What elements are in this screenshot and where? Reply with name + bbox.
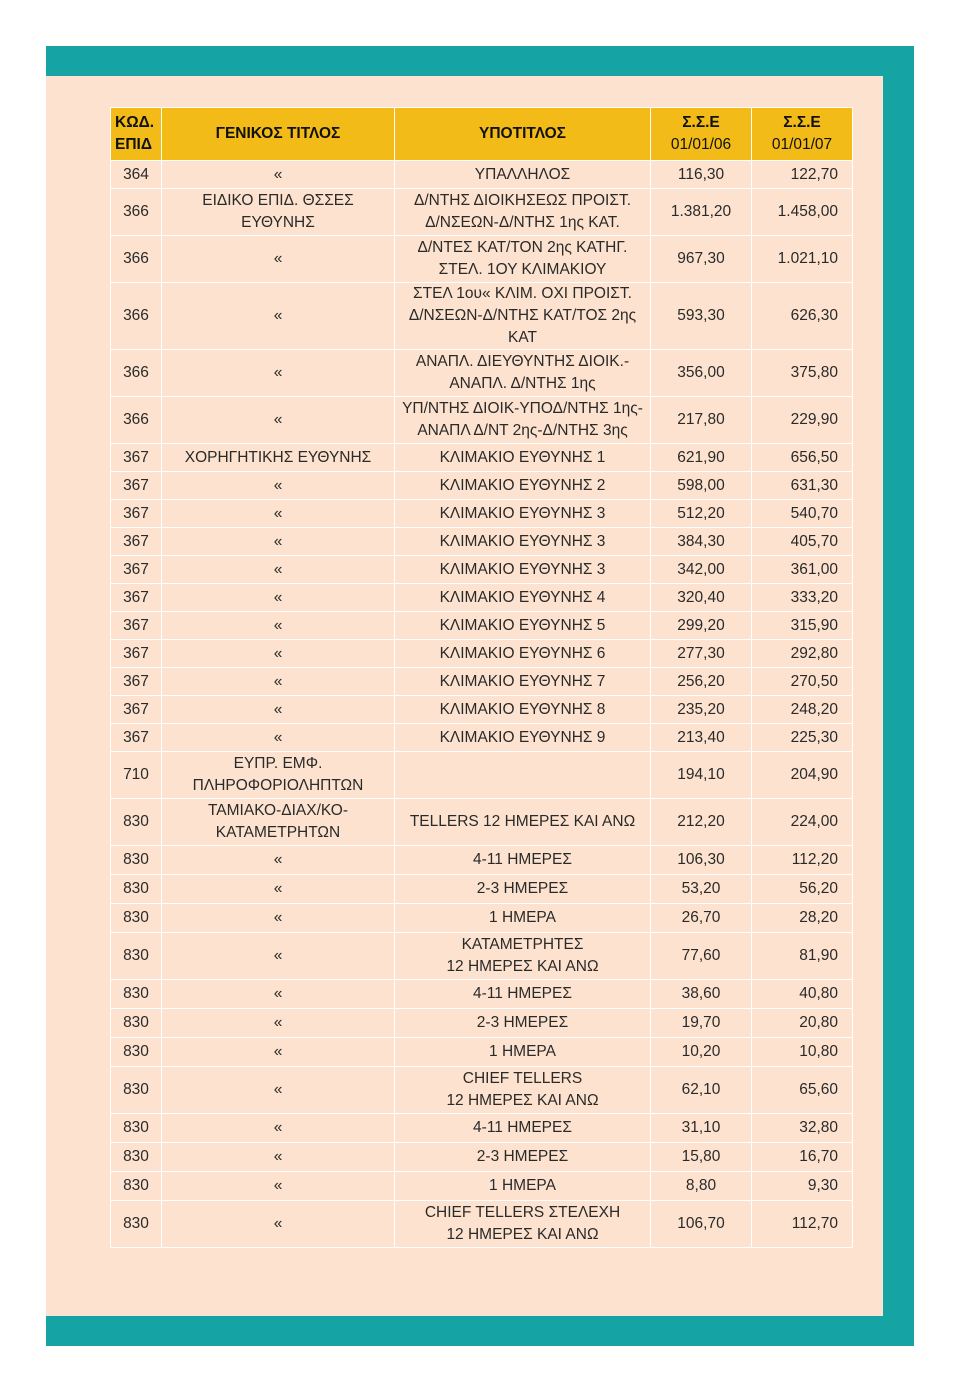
row-sse-2007: 361,00 — [752, 556, 853, 584]
row-code: 366 — [111, 397, 162, 444]
table-row — [111, 752, 853, 799]
table-row — [111, 1009, 853, 1038]
row-subtitle: Δ/ΝΤΗΣ ΔΙΟΙΚΗΣΕΩΣ ΠΡΟΙΣΤ. Δ/ΝΣΕΩΝ-Δ/ΝΤΗΣ 1ης ΚΑΤ. — [395, 189, 651, 236]
row-sse-2007: 204,90 — [752, 752, 853, 799]
row-code: 367 — [111, 472, 162, 500]
row-sse-2006: 217,80 — [651, 397, 752, 444]
row-sse-2007: 315,90 — [752, 612, 853, 640]
table-row — [111, 696, 853, 724]
table-row — [111, 472, 853, 500]
row-sse-2006: 621,90 — [651, 444, 752, 472]
row-code: 830 — [111, 1038, 162, 1067]
table-row — [111, 556, 853, 584]
row-sse-2006: 1.381,20 — [651, 189, 752, 236]
row-sse-2006: 26,70 — [651, 904, 752, 933]
row-general-title: « — [162, 500, 395, 528]
header-code: ΚΩΔ. ΕΠΙΔ — [111, 108, 162, 161]
row-general-title: « — [162, 875, 395, 904]
table-row — [111, 500, 853, 528]
row-subtitle: 4-11 ΗΜΕΡΕΣ — [395, 1114, 651, 1143]
row-subtitle: 1 ΗΜΕΡΑ — [395, 1172, 651, 1201]
header-subtitle: ΥΠΟΤΙΤΛΟΣ — [395, 108, 651, 161]
row-subtitle: ΚΛΙΜΑΚΙΟ ΕΥΘΥΝΗΣ 2 — [395, 472, 651, 500]
row-sse-2007: 16,70 — [752, 1143, 853, 1172]
row-subtitle: TELLERS 12 ΗΜΕΡΕΣ ΚΑΙ ΑΝΩ — [395, 799, 651, 846]
row-general-title: « — [162, 161, 395, 189]
row-general-title: « — [162, 283, 395, 350]
row-subtitle: ΚΛΙΜΑΚΙΟ ΕΥΘΥΝΗΣ 8 — [395, 696, 651, 724]
table-row — [111, 397, 853, 444]
table-row — [111, 933, 853, 980]
row-subtitle: ΚΛΙΜΑΚΙΟ ΕΥΘΥΝΗΣ 3 — [395, 500, 651, 528]
header-general-title: ΓΕΝΙΚΟΣ ΤΙΤΛΟΣ — [162, 108, 395, 161]
row-general-title: « — [162, 397, 395, 444]
row-sse-2007: 112,70 — [752, 1201, 853, 1248]
table-row — [111, 1172, 853, 1201]
row-sse-2006: 8,80 — [651, 1172, 752, 1201]
row-code: 364 — [111, 161, 162, 189]
row-sse-2007: 1.458,00 — [752, 189, 853, 236]
row-code: 710 — [111, 752, 162, 799]
row-sse-2006: 356,00 — [651, 350, 752, 397]
row-code: 367 — [111, 640, 162, 668]
row-sse-2006: 967,30 — [651, 236, 752, 283]
row-code: 367 — [111, 696, 162, 724]
table-row — [111, 724, 853, 752]
row-general-title: « — [162, 1009, 395, 1038]
table-row — [111, 1038, 853, 1067]
row-sse-2007: 292,80 — [752, 640, 853, 668]
row-general-title: « — [162, 584, 395, 612]
row-code: 830 — [111, 1067, 162, 1114]
row-general-title: « — [162, 1143, 395, 1172]
table-row — [111, 640, 853, 668]
row-code: 830 — [111, 1114, 162, 1143]
row-subtitle: 1 ΗΜΕΡΑ — [395, 1038, 651, 1067]
row-code: 830 — [111, 875, 162, 904]
row-code: 366 — [111, 283, 162, 350]
row-sse-2007: 32,80 — [752, 1114, 853, 1143]
row-subtitle: ΚΛΙΜΑΚΙΟ ΕΥΘΥΝΗΣ 3 — [395, 528, 651, 556]
row-code: 830 — [111, 846, 162, 875]
header-sse-2006: Σ.Σ.Ε 01/01/06 — [651, 108, 752, 161]
row-code: 830 — [111, 904, 162, 933]
row-sse-2006: 106,30 — [651, 846, 752, 875]
row-sse-2006: 10,20 — [651, 1038, 752, 1067]
row-sse-2006: 19,70 — [651, 1009, 752, 1038]
table-row — [111, 161, 853, 189]
row-subtitle: ΚΛΙΜΑΚΙΟ ΕΥΘΥΝΗΣ 3 — [395, 556, 651, 584]
row-general-title: ΕΥΠΡ. ΕΜΦ. ΠΛΗΡΟΦΟΡΙΟΛΗΠΤΩΝ — [162, 752, 395, 799]
row-sse-2007: 656,50 — [752, 444, 853, 472]
table-header-row — [111, 108, 853, 161]
row-sse-2006: 299,20 — [651, 612, 752, 640]
table-row — [111, 799, 853, 846]
salary-table — [110, 107, 853, 1248]
row-sse-2006: 15,80 — [651, 1143, 752, 1172]
row-sse-2006: 384,30 — [651, 528, 752, 556]
row-sse-2006: 512,20 — [651, 500, 752, 528]
row-subtitle: ΥΠ/ΝΤΗΣ ΔΙΟΙΚ-ΥΠΟΔ/ΝΤΗΣ 1ης- ΑΝΑΠΛ Δ/ΝΤ 2ης-Δ/ΝΤΗΣ 3ης — [395, 397, 651, 444]
row-general-title: « — [162, 472, 395, 500]
row-subtitle: ΚΛΙΜΑΚΙΟ ΕΥΘΥΝΗΣ 7 — [395, 668, 651, 696]
row-subtitle: CHIEF TELLERS 12 ΗΜΕΡΕΣ ΚΑΙ ΑΝΩ — [395, 1067, 651, 1114]
row-code: 367 — [111, 556, 162, 584]
row-subtitle: ΚΛΙΜΑΚΙΟ ΕΥΘΥΝΗΣ 6 — [395, 640, 651, 668]
row-general-title: « — [162, 350, 395, 397]
row-code: 367 — [111, 528, 162, 556]
row-code: 830 — [111, 1201, 162, 1248]
row-sse-2007: 224,00 — [752, 799, 853, 846]
row-sse-2007: 626,30 — [752, 283, 853, 350]
row-sse-2006: 106,70 — [651, 1201, 752, 1248]
row-code: 830 — [111, 1143, 162, 1172]
row-sse-2006: 342,00 — [651, 556, 752, 584]
table-row — [111, 980, 853, 1009]
row-sse-2006: 320,40 — [651, 584, 752, 612]
row-general-title: « — [162, 1038, 395, 1067]
row-sse-2006: 593,30 — [651, 283, 752, 350]
row-sse-2006: 194,10 — [651, 752, 752, 799]
row-code: 830 — [111, 980, 162, 1009]
row-sse-2006: 256,20 — [651, 668, 752, 696]
row-sse-2007: 112,20 — [752, 846, 853, 875]
row-sse-2006: 31,10 — [651, 1114, 752, 1143]
row-subtitle: ΑΝΑΠΛ. ΔΙΕΥΘΥΝΤΗΣ ΔΙΟΙΚ.- ΑΝΑΠΛ. Δ/ΝΤΗΣ 1ης — [395, 350, 651, 397]
row-general-title: « — [162, 1067, 395, 1114]
row-subtitle: 4-11 ΗΜΕΡΕΣ — [395, 980, 651, 1009]
table-row — [111, 584, 853, 612]
row-general-title: « — [162, 556, 395, 584]
table-row — [111, 283, 853, 350]
table-row — [111, 904, 853, 933]
row-sse-2006: 235,20 — [651, 696, 752, 724]
table-row — [111, 444, 853, 472]
top-teal-band — [46, 46, 914, 76]
table-row — [111, 612, 853, 640]
row-sse-2007: 65,60 — [752, 1067, 853, 1114]
row-code: 830 — [111, 933, 162, 980]
row-sse-2007: 248,20 — [752, 696, 853, 724]
row-code: 367 — [111, 444, 162, 472]
header-sse-2007: Σ.Σ.Ε 01/01/07 — [752, 108, 853, 161]
table-row — [111, 350, 853, 397]
table-row — [111, 875, 853, 904]
row-sse-2006: 598,00 — [651, 472, 752, 500]
table-row — [111, 528, 853, 556]
row-general-title: ΤΑΜΙΑΚΟ-ΔΙΑΧ/ΚΟ- ΚΑΤΑΜΕΤΡΗΤΩΝ — [162, 799, 395, 846]
row-sse-2006: 213,40 — [651, 724, 752, 752]
row-code: 366 — [111, 189, 162, 236]
row-sse-2007: 631,30 — [752, 472, 853, 500]
row-code: 367 — [111, 612, 162, 640]
row-code: 367 — [111, 668, 162, 696]
bottom-teal-band — [46, 1316, 914, 1346]
row-sse-2007: 405,70 — [752, 528, 853, 556]
row-sse-2006: 277,30 — [651, 640, 752, 668]
row-subtitle: 2-3 ΗΜΕΡΕΣ — [395, 1009, 651, 1038]
row-sse-2007: 229,90 — [752, 397, 853, 444]
row-general-title: « — [162, 1172, 395, 1201]
row-sse-2007: 10,80 — [752, 1038, 853, 1067]
row-general-title: « — [162, 528, 395, 556]
row-sse-2007: 9,30 — [752, 1172, 853, 1201]
row-sse-2007: 333,20 — [752, 584, 853, 612]
row-sse-2007: 375,80 — [752, 350, 853, 397]
row-code: 367 — [111, 584, 162, 612]
row-subtitle: ΚΑΤΑΜΕΤΡΗΤΕΣ 12 ΗΜΕΡΕΣ ΚΑΙ ΑΝΩ — [395, 933, 651, 980]
row-general-title: « — [162, 696, 395, 724]
row-code: 830 — [111, 799, 162, 846]
row-code: 366 — [111, 236, 162, 283]
row-general-title: « — [162, 668, 395, 696]
row-sse-2007: 1.021,10 — [752, 236, 853, 283]
row-code: 830 — [111, 1172, 162, 1201]
table-row — [111, 189, 853, 236]
row-general-title: « — [162, 904, 395, 933]
row-sse-2007: 81,90 — [752, 933, 853, 980]
row-general-title: « — [162, 933, 395, 980]
row-sse-2006: 212,20 — [651, 799, 752, 846]
right-teal-band — [883, 46, 914, 1346]
row-general-title: ΕΙΔΙΚΟ ΕΠΙΔ. ΘΣΣΕΣ ΕΥΘΥΝΗΣ — [162, 189, 395, 236]
row-sse-2006: 77,60 — [651, 933, 752, 980]
row-general-title: « — [162, 1114, 395, 1143]
row-general-title: « — [162, 612, 395, 640]
row-sse-2007: 270,50 — [752, 668, 853, 696]
row-general-title: « — [162, 846, 395, 875]
row-sse-2007: 56,20 — [752, 875, 853, 904]
table-row — [111, 236, 853, 283]
row-general-title: « — [162, 980, 395, 1009]
row-code: 366 — [111, 350, 162, 397]
row-subtitle: 1 ΗΜΕΡΑ — [395, 904, 651, 933]
table-body — [111, 161, 853, 1248]
table-row — [111, 846, 853, 875]
row-sse-2006: 116,30 — [651, 161, 752, 189]
row-sse-2007: 540,70 — [752, 500, 853, 528]
row-subtitle: ΥΠΑΛΛΗΛΟΣ — [395, 161, 651, 189]
row-general-title: « — [162, 640, 395, 668]
row-sse-2007: 40,80 — [752, 980, 853, 1009]
row-subtitle: ΚΛΙΜΑΚΙΟ ΕΥΘΥΝΗΣ 1 — [395, 444, 651, 472]
row-code: 830 — [111, 1009, 162, 1038]
row-sse-2007: 20,80 — [752, 1009, 853, 1038]
row-subtitle: 2-3 ΗΜΕΡΕΣ — [395, 875, 651, 904]
row-subtitle: Δ/ΝΤΕΣ ΚΑΤ/ΤΟΝ 2ης ΚΑΤΗΓ. ΣΤΕΛ. 1ΟΥ ΚΛΙΜΑΚΙΟΥ — [395, 236, 651, 283]
row-general-title: « — [162, 236, 395, 283]
row-subtitle: 2-3 ΗΜΕΡΕΣ — [395, 1143, 651, 1172]
row-general-title: ΧΟΡΗΓΗΤΙΚΗΣ ΕΥΘΥΝΗΣ — [162, 444, 395, 472]
row-subtitle: ΣΤΕΛ 1ου« ΚΛΙΜ. ΟΧΙ ΠΡΟΙΣΤ. Δ/ΝΣΕΩΝ-Δ/ΝΤΗΣ ΚΑΤ/ΤΟΣ 2ης ΚΑΤ — [395, 283, 651, 350]
table-row — [111, 1067, 853, 1114]
row-sse-2007: 225,30 — [752, 724, 853, 752]
row-sse-2007: 122,70 — [752, 161, 853, 189]
table-row — [111, 1143, 853, 1172]
row-subtitle: ΚΛΙΜΑΚΙΟ ΕΥΘΥΝΗΣ 4 — [395, 584, 651, 612]
row-subtitle: CHIEF TELLERS ΣΤΕΛΕΧΗ 12 ΗΜΕΡΕΣ ΚΑΙ ΑΝΩ — [395, 1201, 651, 1248]
row-general-title: « — [162, 1201, 395, 1248]
table-row — [111, 668, 853, 696]
row-code: 367 — [111, 724, 162, 752]
row-subtitle: 4-11 ΗΜΕΡΕΣ — [395, 846, 651, 875]
table-row — [111, 1114, 853, 1143]
row-sse-2006: 53,20 — [651, 875, 752, 904]
row-subtitle: ΚΛΙΜΑΚΙΟ ΕΥΘΥΝΗΣ 9 — [395, 724, 651, 752]
row-sse-2006: 38,60 — [651, 980, 752, 1009]
table-row — [111, 1201, 853, 1248]
row-subtitle: ΚΛΙΜΑΚΙΟ ΕΥΘΥΝΗΣ 5 — [395, 612, 651, 640]
row-sse-2006: 62,10 — [651, 1067, 752, 1114]
row-sse-2007: 28,20 — [752, 904, 853, 933]
row-general-title: « — [162, 724, 395, 752]
row-subtitle — [395, 752, 651, 799]
row-code: 367 — [111, 500, 162, 528]
